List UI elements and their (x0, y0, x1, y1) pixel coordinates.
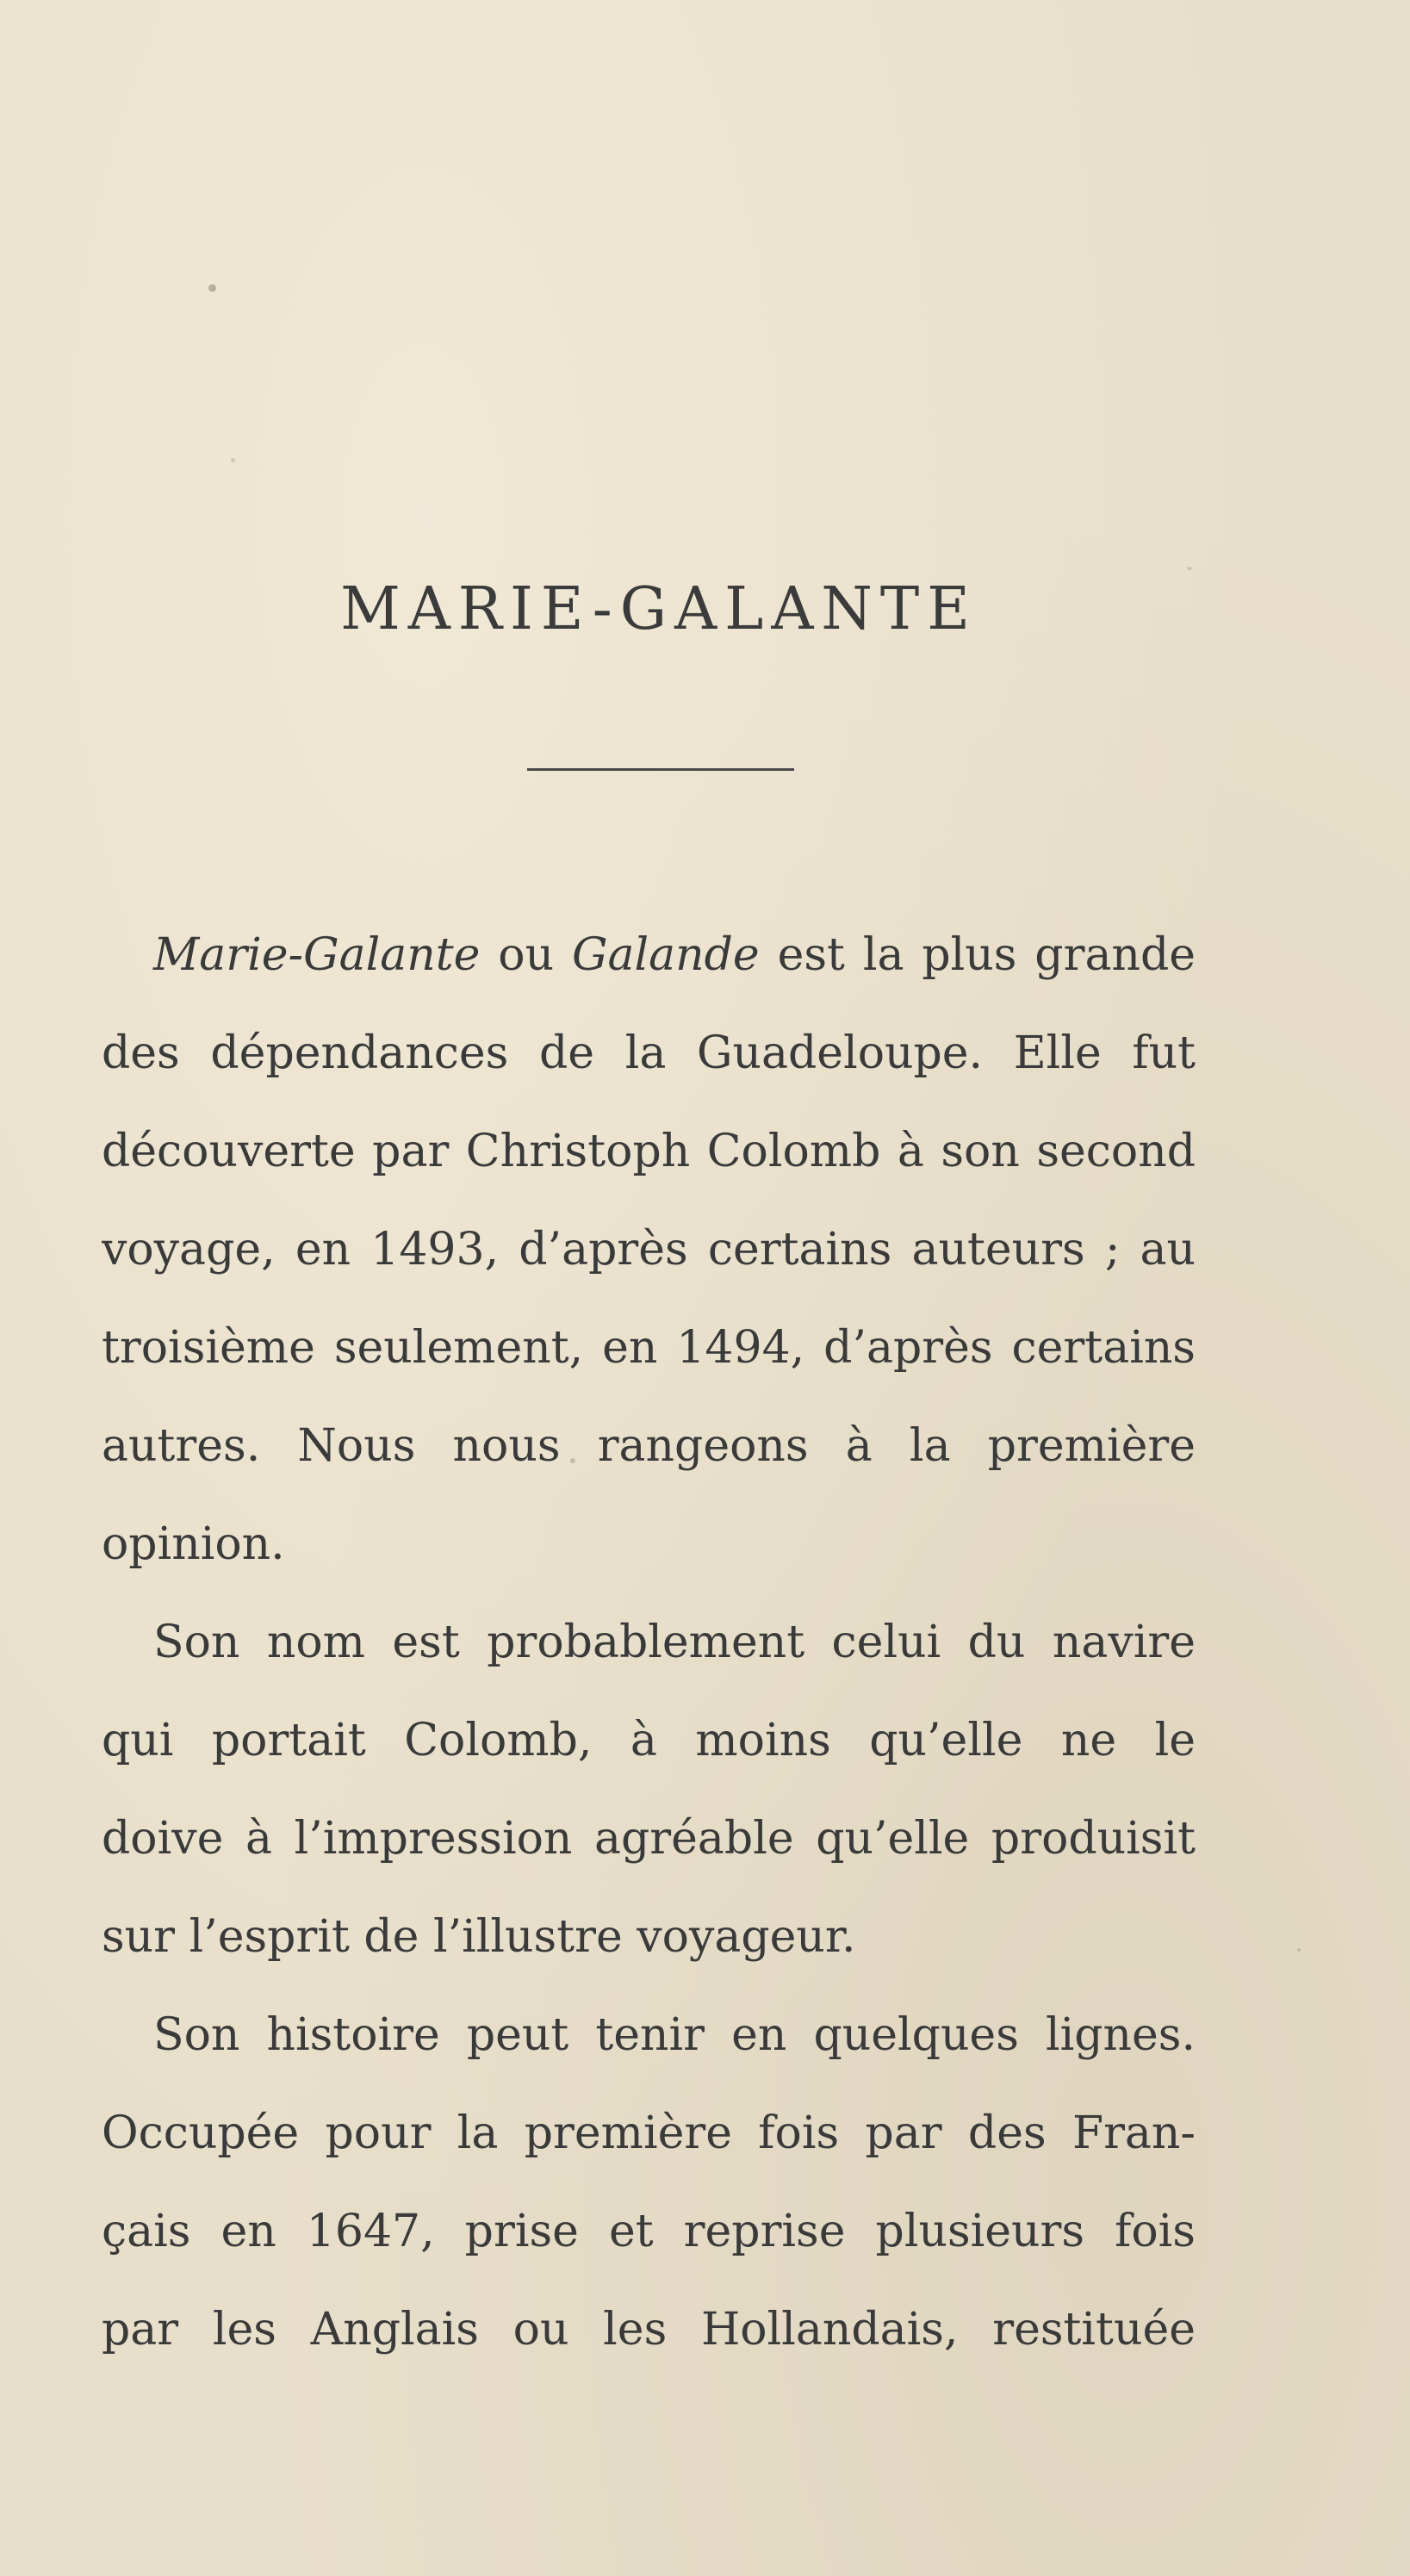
italic-text: Marie-Galante (153, 929, 481, 981)
text-segment: des dépendances de la Guadeloupe. Elle fut (102, 1027, 1196, 1079)
text-line (102, 1888, 1196, 1986)
paper-speck (1297, 1948, 1301, 1952)
paper-speck (208, 284, 216, 292)
text-line (102, 1004, 1196, 1102)
text-segment: Son nom est probablement celui du navire (153, 1617, 1196, 1668)
text-segment: voyage, en 1493, d’après certains auteurs ; au (102, 1224, 1196, 1276)
text-line (102, 1593, 1196, 1691)
text-segment: qui portait Colomb, à moins qu’elle ne le (102, 1715, 1196, 1766)
body-text (102, 906, 1196, 2379)
text-segment: troisième seulement, en 1494, d’après certains (102, 1322, 1196, 1374)
text-segment: doive à l’impression agréable qu’elle produisit (102, 1813, 1196, 1865)
paper-speck (231, 458, 235, 462)
text-segment: Occupée pour la première fois par des Fran- (102, 2107, 1196, 2159)
paper-speck (1187, 567, 1192, 570)
text-segment: opinion. (102, 1518, 285, 1570)
text-segment: par les Anglais ou les Hollandais, restituée (102, 2304, 1196, 2356)
italic-text: Galande (571, 929, 760, 981)
text-segment: autres. Nous nous rangeons à la première (102, 1420, 1196, 1472)
text-line (102, 1201, 1196, 1299)
chapter-title: MARIE-GALANTE (340, 575, 978, 643)
text-line (102, 1495, 1196, 1593)
text-line (102, 1299, 1196, 1397)
text-segment: Son histoire peut tenir en quelques lignes. (153, 2009, 1196, 2061)
text-line (102, 1986, 1196, 2084)
title-divider (527, 768, 794, 771)
text-line (102, 906, 1196, 1004)
text-segment: çais en 1647, prise et reprise plusieurs fois (102, 2206, 1196, 2257)
text-segment: ou (480, 929, 572, 981)
text-line (102, 1397, 1196, 1495)
text-segment: est la plus grande (759, 929, 1196, 981)
text-segment: découverte par Christoph Colomb à son second (102, 1126, 1196, 1177)
text-line (102, 2182, 1196, 2281)
text-line (102, 2084, 1196, 2182)
text-line (102, 1790, 1196, 1888)
text-line (102, 2281, 1196, 2379)
text-segment: sur l’esprit de l’illustre voyageur. (102, 1911, 856, 1963)
text-line (102, 1102, 1196, 1201)
text-line (102, 1691, 1196, 1790)
